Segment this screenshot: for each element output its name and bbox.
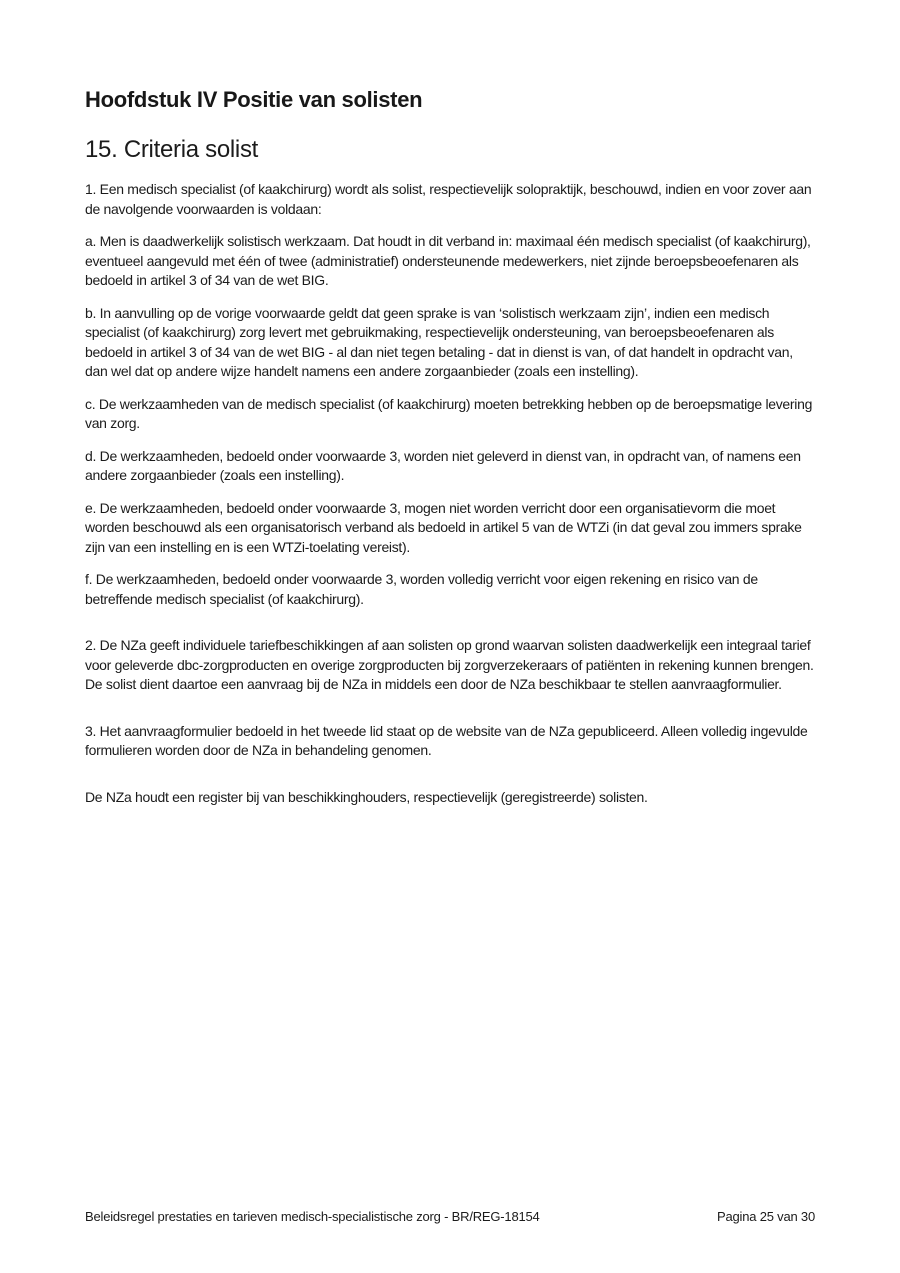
paragraph-e: e. De werkzaamheden, bedoeld onder voorwaarde 3, mogen niet worden verricht door een organisatievorm die moet worden beschouwd als een organisatorisch verband als bedoeld in artikel 5 van de WTZi (in dat geval zou immers sprake zijn van een instelling en is een WTZi-toelating vereist). (85, 499, 802, 555)
document-content (85, 86, 816, 820)
footer-page-number: Pagina 25 van 30 (717, 1209, 815, 1224)
chapter-title: Hoofdstuk IV Positie van solisten (85, 87, 423, 112)
paragraph-2: 2. De NZa geeft individuele tariefbeschikkingen af aan solisten op grond waarvan solisten daadwerkelijk een integraal tarief voor geleverde dbc-zorgproducten en overige zorgproducten bij zorgverzekeraars of patiënten in rekening kunnen brengen. De solist dient daartoe een aanvraag bij de NZa in middels een door de NZa beschikbaar te stellen aanvraagformulier. (85, 637, 814, 692)
paragraph-a: a. Men is daadwerkelijk solistisch werkzaam. Dat houdt in dit verband in: maximaal één medisch specialist (of kaakchirurg), eventueel aangevuld met één of twee (administratief) ondersteunende medewerkers, niet zijnde beroepsbeoefenaren als bedoeld in artikel 3 of 34 van de wet BIG. (85, 233, 811, 288)
paragraph-d: d. De werkzaamheden, bedoeld onder voorwaarde 3, worden niet geleverd in dienst van, in opdracht van, of namens een andere zorgaanbieder (zoals een instelling). (85, 447, 801, 483)
paragraph-f: f. De werkzaamheden, bedoeld onder voorwaarde 3, worden volledig verricht voor eigen rekening en risico van de betreffende medisch specialist (of kaakchirurg). (85, 571, 758, 607)
paragraph-c: c. De werkzaamheden van de medisch specialist (of kaakchirurg) moeten betrekking hebben op de beroepsmatige levering van zorg. (85, 395, 813, 431)
footer-document-title: Beleidsregel prestaties en tarieven medisch-specialistische zorg - BR/REG-18154 (85, 1209, 540, 1224)
paragraph-register: De NZa houdt een register bij van beschikkinghouders, respectievelijk (geregistreerde) solisten. (85, 788, 648, 805)
page-footer (85, 1208, 815, 1225)
paragraph-b: b. In aanvulling op de vorige voorwaarde geldt dat geen sprake is van ‘solistisch werkzaam zijn’, indien een medisch specialist (of kaakchirurg) zorg levert met gebruikmaking, respectievelijk ondersteuning, van beroepsbeoefenaren als bedoeld in artikel 3 of 34 van de wet BIG - al dan niet tegen betaling - dat in dienst is van, of dat handelt in opdracht van, dan wel dat op andere wijze handelt namens een andere zorgaanbieder (zoals een instelling). (85, 304, 793, 379)
paragraph-3: 3. Het aanvraagformulier bedoeld in het tweede lid staat op de website van de NZa gepubliceerd. Alleen volledig ingevulde formulieren worden door de NZa in behandeling genomen. (85, 722, 808, 758)
paragraph-1: 1. Een medisch specialist (of kaakchirurg) wordt als solist, respectievelijk solopraktijk, beschouwd, indien en voor zover aan de navolgende voorwaarden is voldaan: (85, 181, 812, 217)
section-title: 15. Criteria solist (85, 136, 259, 163)
